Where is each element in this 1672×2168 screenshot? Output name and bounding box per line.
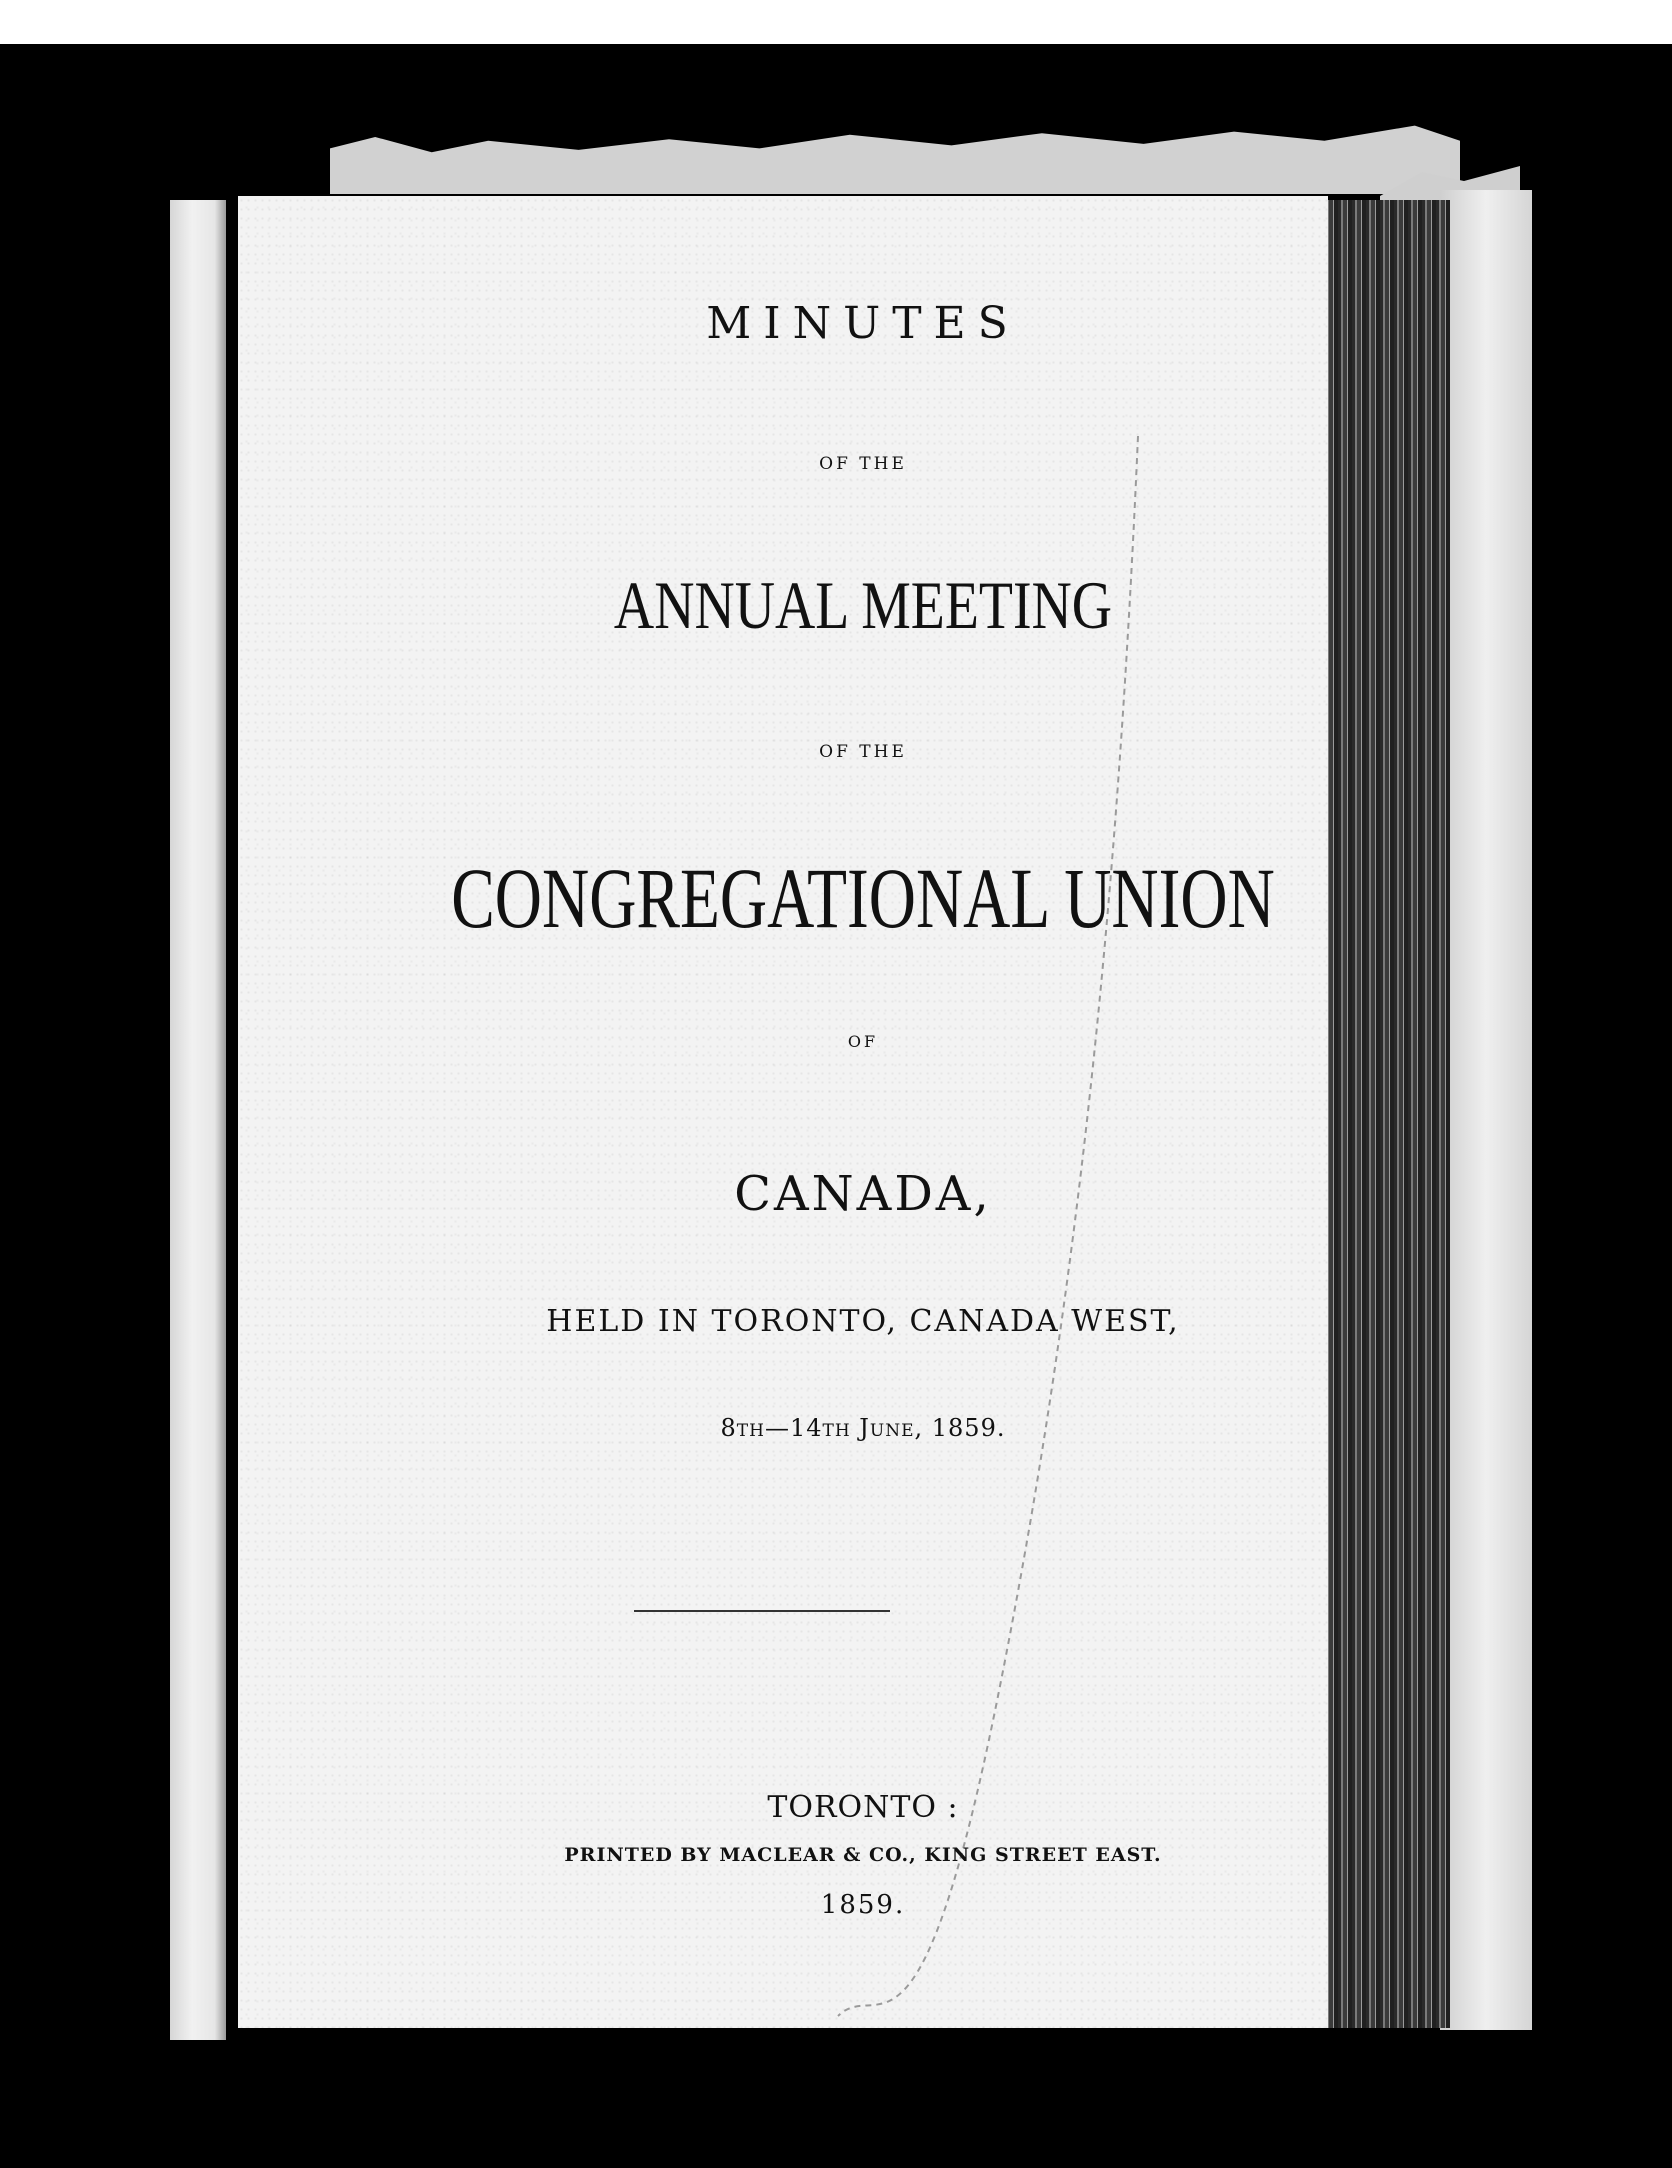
imprint-city: TORONTO : [767, 1790, 959, 1825]
stacked-page-edges [1310, 200, 1450, 2028]
title-canada: CANADA, [734, 1166, 992, 1222]
title-congregational-union: CONGREGATIONAL UNION [451, 850, 1275, 946]
title-minutes: MINUTES [706, 298, 1020, 349]
meeting-dates: 8th—14th June, 1859. [720, 1414, 1006, 1442]
title-annual-meeting: ANNUAL MEETING [613, 567, 1113, 643]
imprint-printer: PRINTED BY MACLEAR & CO., KING STREET EAST. [564, 1844, 1162, 1866]
book-cover-edge [1440, 190, 1532, 2030]
connector-of-the-1: OF THE [819, 454, 907, 474]
connector-of: OF [847, 1032, 879, 1051]
adjacent-page-edge [170, 200, 226, 2040]
meeting-location: HELD IN TORONTO, CANADA WEST, [546, 1304, 1180, 1339]
divider-rule [634, 1610, 890, 1612]
connector-of-the-2: OF THE [819, 742, 907, 762]
imprint-year: 1859. [820, 1890, 906, 1920]
title-block [238, 196, 1328, 2028]
title-page [238, 196, 1328, 2028]
